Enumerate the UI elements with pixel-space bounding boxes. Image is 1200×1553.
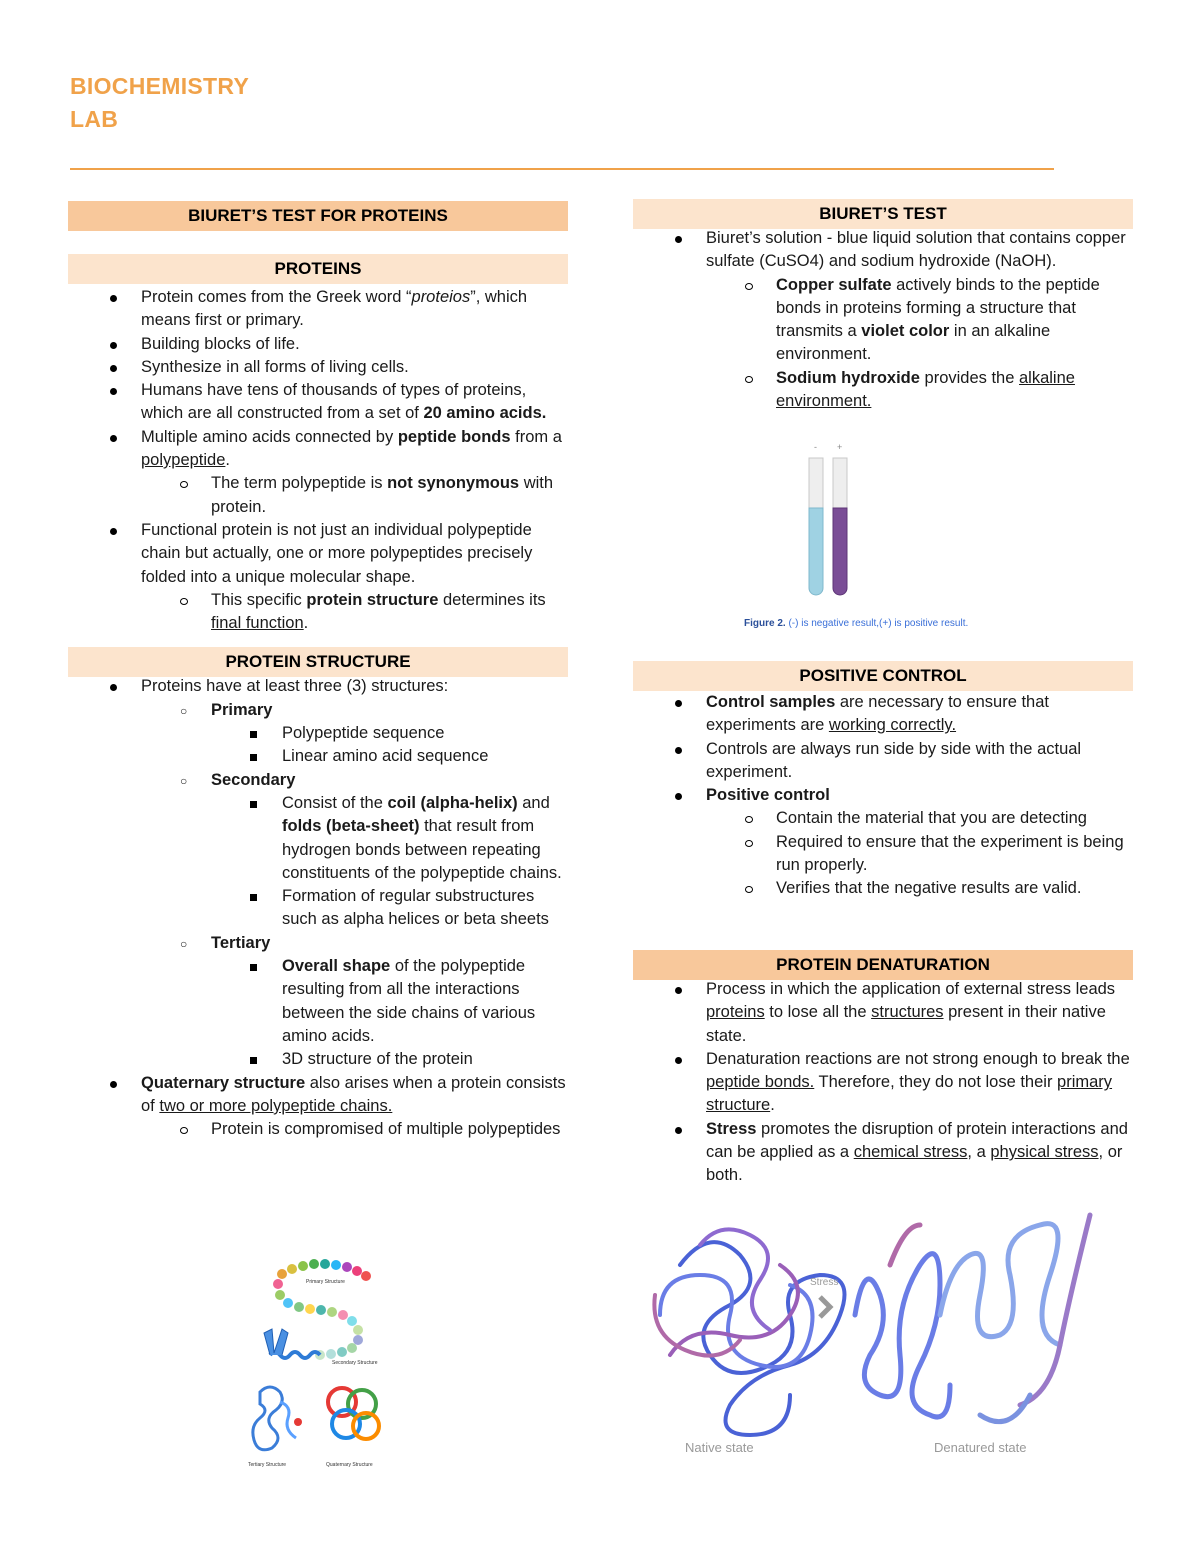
bullet-icon xyxy=(675,700,682,707)
bullet-icon xyxy=(110,528,117,535)
page-title xyxy=(70,70,249,136)
list-item: Synthesize in all forms of living cells. xyxy=(68,356,568,379)
sub-sub-list-item: Linear amino acid sequence xyxy=(68,745,568,768)
title-divider xyxy=(70,168,1054,170)
native-state-protein xyxy=(654,1229,844,1435)
bullet-icon xyxy=(110,342,117,349)
list-item: Multiple amino acids connected by peptide bonds from a polypeptide. The term polypeptide is not synonymous with protein. xyxy=(68,426,568,519)
section-header-protein-denaturation: PROTEIN DENATURATION xyxy=(633,950,1133,980)
list-item: Control samples are necessary to ensure that experiments are working correctly. xyxy=(633,691,1133,738)
sub-list-item: Verifies that the negative results are valid. xyxy=(633,877,1133,900)
square-bullet-icon xyxy=(250,1057,257,1064)
square-bullet-icon xyxy=(250,731,257,738)
native-state-label: Native state xyxy=(685,1440,754,1455)
secondary-structure-label: Secondary Structure xyxy=(332,1360,378,1366)
hollow-bullet-icon xyxy=(180,481,188,488)
square-bullet-icon xyxy=(250,964,257,971)
positive-control-list xyxy=(633,691,1133,901)
square-bullet-icon xyxy=(250,754,257,761)
hollow-bullet-icon xyxy=(745,283,753,290)
hollow-bullet-icon: ○ xyxy=(180,773,188,788)
positive-tube xyxy=(833,458,847,595)
list-item: Denaturation reactions are not strong enough to break the peptide bonds. Therefore, they do not lose their primary structure. xyxy=(633,1048,1133,1118)
section-header-proteins: PROTEINS xyxy=(68,254,568,284)
hollow-bullet-icon xyxy=(745,376,753,383)
stress-arrow-icon xyxy=(820,1297,830,1317)
list-item: Stress promotes the disruption of protein interactions and can be applied as a chemical stress, a physical stress, or both. xyxy=(633,1118,1133,1188)
list-item: Functional protein is not just an individual polypeptide chain but actually, one or more polypeptides precisely folded into a unique molecular shape. This specific protein structure determines its final function. xyxy=(68,519,568,635)
negative-tube-label: - xyxy=(814,442,817,452)
sub-list-item: Protein is compromised of multiple polypeptides xyxy=(68,1118,568,1141)
tertiary-structure-label: Tertiary Structure xyxy=(248,1462,287,1468)
sub-list-item: ○ Tertiary Overall shape of the polypeptide resulting from all the interactions between the side chains of various amino acids. 3D structure of the protein xyxy=(68,932,568,1072)
square-bullet-icon xyxy=(250,894,257,901)
figure-caption: Figure 2. (-) is negative result,(+) is positive result. xyxy=(744,618,969,629)
sub-list-item: The term polypeptide is not synonymous with protein. xyxy=(68,472,568,519)
denatured-state-protein xyxy=(855,1215,1090,1422)
primary-structure-beads xyxy=(273,1259,371,1360)
section-header-biurets-test: BIURET’S TEST xyxy=(633,199,1133,229)
bullet-icon xyxy=(110,684,117,691)
right-column xyxy=(633,199,1133,413)
bullet-icon xyxy=(675,1127,682,1134)
right-column-lower xyxy=(633,661,1133,901)
sub-list-item: This specific protein structure determines its final function. xyxy=(68,589,568,636)
sub-list-item: Copper sulfate actively binds to the peptide bonds in proteins forming a structure that transmits a violet color in an alkaline environment. xyxy=(633,274,1133,367)
sub-list-item: Required to ensure that the experiment is being run properly. xyxy=(633,831,1133,878)
protein-denaturation-illustration xyxy=(640,1205,1120,1470)
title-line-2: LAB xyxy=(70,106,119,132)
bullet-icon xyxy=(110,295,117,302)
section-header-protein-structure: PROTEIN STRUCTURE xyxy=(68,647,568,677)
list-item: Proteins have at least three (3) structures: ○ Primary Polypeptide sequence Linear amino acid sequence ○ Secondary Consist of the coil (alpha-helix) and folds (beta-sheet) that result from hydrogen bonds between repeating constituents of the polypeptide chains. Formation of regular substructures such as alpha helices or beta sheets ○ Tertiary Overall shape of the polypeptide resulting from all the interactions between the side chains of various amino acids. 3D structure of the protein xyxy=(68,675,568,1071)
square-bullet-icon xyxy=(250,801,257,808)
beta-sheet-shape xyxy=(264,1329,288,1355)
bullet-icon xyxy=(110,435,117,442)
hollow-bullet-icon xyxy=(180,1127,188,1134)
section-header-biuret-test-for-proteins: BIURET’S TEST FOR PROTEINS xyxy=(68,201,568,231)
protein-structure-levels-illustration xyxy=(240,1252,400,1480)
hollow-bullet-icon xyxy=(745,840,753,847)
list-item: Controls are always run side by side with the actual experiment. xyxy=(633,738,1133,785)
biuret-list xyxy=(633,227,1133,413)
section-header-positive-control: POSITIVE CONTROL xyxy=(633,661,1133,691)
bullet-icon xyxy=(675,987,682,994)
tertiary-structure-blob xyxy=(253,1387,302,1450)
left-column xyxy=(68,201,568,1141)
denaturation-list xyxy=(633,978,1133,1188)
sub-list-item: Contain the material that you are detecting xyxy=(633,807,1133,830)
title-line-1: BIOCHEMISTRY xyxy=(70,73,250,99)
right-column-denaturation xyxy=(633,950,1133,1188)
bullet-icon xyxy=(675,236,682,243)
hollow-bullet-icon: ○ xyxy=(180,936,188,951)
bullet-icon xyxy=(110,1081,117,1088)
quaternary-structure-blob xyxy=(328,1388,379,1439)
list-item: Positive control Contain the material that you are detecting Required to ensure that the experiment is being run properly. Verifies that the negative results are valid. xyxy=(633,784,1133,900)
proteins-list xyxy=(68,286,568,635)
bullet-icon xyxy=(110,388,117,395)
positive-tube-label: + xyxy=(837,442,843,452)
primary-structure-label: Primary Structure xyxy=(306,1279,345,1285)
hollow-bullet-icon: ○ xyxy=(180,703,188,718)
list-item: Protein comes from the Greek word “proteios”, which means first or primary. xyxy=(68,286,568,333)
sub-sub-list-item: Consist of the coil (alpha-helix) and folds (beta-sheet) that result from hydrogen bonds between repeating constituents of the polypeptide chains. xyxy=(68,792,568,885)
stress-label: Stress xyxy=(810,1277,839,1288)
negative-tube xyxy=(809,458,823,595)
quaternary-structure-label: Quaternary Structure xyxy=(326,1462,373,1468)
list-item: Quaternary structure also arises when a protein consists of two or more polypeptide chains. Protein is compromised of multiple polypeptides xyxy=(68,1072,568,1142)
sub-list-item: ○ Primary Polypeptide sequence Linear amino acid sequence xyxy=(68,699,568,769)
sub-sub-list-item: Formation of regular substructures such as alpha helices or beta sheets xyxy=(68,885,568,932)
bullet-icon xyxy=(675,1057,682,1064)
hollow-bullet-icon xyxy=(745,816,753,823)
bullet-icon xyxy=(110,365,117,372)
hollow-bullet-icon xyxy=(180,598,188,605)
sub-sub-list-item: 3D structure of the protein xyxy=(68,1048,568,1071)
biuret-test-tubes-figure xyxy=(742,440,1042,636)
sub-list-item: Sodium hydroxide provides the alkaline environment. xyxy=(633,367,1133,414)
bullet-icon xyxy=(675,747,682,754)
sub-sub-list-item: Overall shape of the polypeptide resulting from all the interactions between the side chains of various amino acids. xyxy=(68,955,568,1048)
protein-structure-list xyxy=(68,675,568,1141)
hollow-bullet-icon xyxy=(745,886,753,893)
sub-list-item: ○ Secondary Consist of the coil (alpha-helix) and folds (beta-sheet) that result from hydrogen bonds between repeating constituents of the polypeptide chains. Formation of regular substructures such as alpha helices or beta sheets xyxy=(68,769,568,932)
list-item: Humans have tens of thousands of types of proteins, which are all constructed from a set of 20 amino acids. xyxy=(68,379,568,426)
sub-sub-list-item: Polypeptide sequence xyxy=(68,722,568,745)
list-item: Biuret’s solution - blue liquid solution that contains copper sulfate (CuSO4) and sodium hydroxide (NaOH). Copper sulfate actively binds to the peptide bonds in proteins forming a structure that transmits a violet color in an alkaline environment. Sodium hydroxide provides the alkaline environment. xyxy=(633,227,1133,413)
list-item: Process in which the application of external stress leads proteins to lose all the structures present in their native state. xyxy=(633,978,1133,1048)
bullet-icon xyxy=(675,793,682,800)
list-item: Building blocks of life. xyxy=(68,333,568,356)
denatured-state-label: Denatured state xyxy=(934,1440,1027,1455)
